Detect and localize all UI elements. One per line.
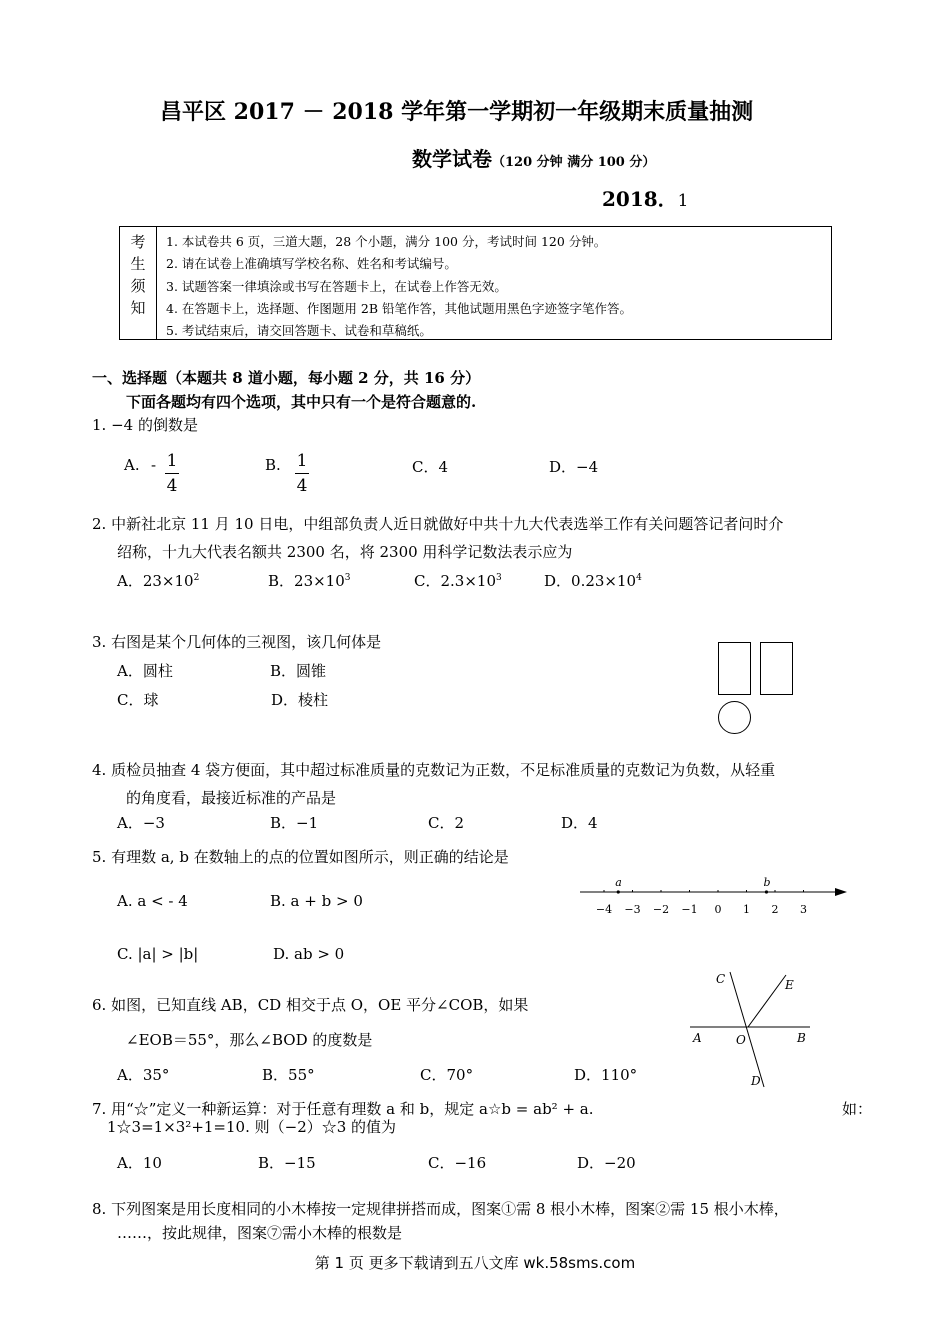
q6-option-c: C．70° (420, 1066, 474, 1084)
q1-stem: 1. −4 的倒数是 (92, 416, 198, 434)
q2-option-d (544, 570, 642, 591)
number-line-tick-label: 3 (800, 903, 807, 916)
q6-stem-line1: 6. 如图，已知直线 AB，CD 相交于点 O，OE 平分∠COB，如果 (92, 996, 529, 1014)
notice-label (120, 227, 157, 339)
q7-option-c: C．−16 (428, 1154, 487, 1172)
q4-option-d: D．4 (561, 814, 598, 832)
q1-option-a-fraction (162, 450, 182, 497)
notice-label-char: 考 (130, 233, 146, 251)
ray-oe (748, 975, 786, 1027)
section-instruction: 下面各题均有四个选项，其中只有一个是符合题意的. (126, 393, 477, 411)
q2-option-d-exponent: 4 (636, 573, 642, 583)
q3-option-d: D．棱柱 (271, 691, 329, 709)
side-view-rect (761, 643, 793, 695)
fraction-denominator: 4 (166, 476, 178, 496)
q2-option-c (414, 570, 502, 591)
q4-stem-line2: 的角度看，最接近标准的产品是 (126, 789, 337, 807)
q6-option-b: B．55° (262, 1066, 315, 1084)
front-view-rect (719, 643, 751, 695)
q3-option-c: C．球 (117, 691, 159, 709)
q5-option-c: C. |a| > |b| (117, 945, 199, 963)
q5-option-a: A. a < - 4 (117, 892, 188, 910)
candidate-notice-box (119, 226, 832, 340)
notice-item: 4. 在答题卡上，选择题、作图题用 2B 铅笔作答，其他试题用黑色字迹签字笔作答。 (166, 300, 632, 316)
q3-stem: 3. 右图是某个几何体的三视图，该几何体是 (92, 633, 382, 651)
fraction-bar (295, 473, 309, 474)
q2-option-a-base: A．23×10 (117, 572, 194, 590)
point-a-marker (617, 890, 620, 893)
q2-stem-line2: 绍称，十九大代表名额共 2300 名，将 2300 用科学记数法表示应为 (117, 543, 573, 561)
q7-stem-line2: 1☆3=1×3²+1=10. 则（−2）☆3 的值为 (107, 1118, 397, 1136)
fraction-bar (165, 473, 179, 474)
label-e: E (785, 978, 794, 992)
q5-stem: 5. 有理数 a, b 在数轴上的点的位置如图所示，则正确的结论是 (92, 848, 509, 866)
exam-title: 昌平区 2017 － 2018 学年第一学期初一年级期末质量抽测 (160, 99, 754, 125)
number-line-tick-label: 2 (771, 903, 779, 916)
q5-option-d: D. ab > 0 (273, 945, 345, 963)
number-line-tick-label: −1 (681, 903, 698, 916)
q7-option-b: B．−15 (258, 1154, 316, 1172)
number-line-arrow (835, 888, 847, 896)
q2-option-b (268, 570, 351, 591)
exam-date-year: 2018． (602, 187, 678, 211)
label-b: B (797, 1031, 806, 1045)
q2-option-d-base: D．0.23×10 (544, 572, 637, 590)
q3-option-a: A．圆柱 (117, 662, 173, 680)
q4-option-a: A．−3 (117, 814, 165, 832)
q6-option-d: D．110° (574, 1066, 638, 1084)
q6-option-a: A．35° (117, 1066, 170, 1084)
q1-option-a-label: A. (124, 456, 140, 474)
q1-option-b-label: B. (265, 456, 281, 474)
notice-label-char: 须 (130, 277, 146, 295)
q1-option-a-sign: - (151, 456, 157, 474)
number-line-tick-label: 1 (743, 903, 750, 916)
q5-number-line (575, 870, 855, 922)
q5-option-b: B. a + b > 0 (270, 892, 363, 910)
notice-item: 1. 本试卷共 6 页，三道大题，28 个小题，满分 100 分，考试时间 120 分钟。 (166, 234, 607, 249)
top-view-circle (719, 702, 751, 734)
point-a-label: a (615, 876, 622, 889)
exam-date (602, 183, 689, 212)
number-line-tick-label: −2 (652, 903, 670, 916)
number-line-tick-label: −4 (595, 903, 613, 916)
q2-option-a (117, 570, 199, 591)
q3-three-views-figure (710, 636, 802, 738)
label-c: C (716, 972, 726, 986)
notice-item: 2. 请在试卷上准确填写学校名称、姓名和考试编号。 (166, 256, 457, 272)
q6-stem-line2: ∠EOB＝55°，那么∠BOD 的度数是 (126, 1031, 373, 1049)
fraction-numerator: 1 (166, 451, 178, 471)
q8-stem-line2: ……，按此规律，图案⑦需小木棒的根数是 (117, 1224, 403, 1242)
q4-option-b: B．−1 (270, 814, 319, 832)
q2-option-b-exponent: 3 (344, 573, 351, 583)
q1-option-c: C．4 (412, 458, 449, 476)
notice-items (166, 231, 632, 342)
q1-option-d: D．−4 (549, 458, 599, 476)
q2-option-a-exponent: 2 (193, 573, 200, 583)
notice-item: 5. 考试结束后，请交回答题卡、试卷和草稿纸。 (166, 323, 432, 339)
label-a: A (693, 1031, 702, 1045)
q4-stem-line1: 4. 质检员抽查 4 袋方便面，其中超过标准质量的克数记为正数，不足标准质量的克数记为负数，从轻重 (92, 761, 776, 779)
q6-angle-figure (685, 960, 830, 1095)
q7-stem-line1-tail: 如： (842, 1100, 873, 1118)
exam-duration-score: （120 分钟 满分 100 分） (492, 155, 656, 170)
fraction-numerator: 1 (296, 451, 308, 471)
point-b-marker (765, 890, 768, 893)
q8-stem-line1: 8. 下列图案是用长度相同的小木棒按一定规律拼搭而成，图案①需 8 根小木棒，图案②需 15 根小木棒， (92, 1200, 789, 1218)
q2-option-c-base: C．2.3×10 (414, 572, 496, 590)
q2-option-b-base: B．23×10 (268, 572, 345, 590)
line-cd (730, 972, 764, 1087)
q7-option-d: D．−20 (577, 1154, 636, 1172)
notice-item: 3. 试题答案一律填涂或书写在答题卡上，在试卷上作答无效。 (166, 278, 507, 294)
exam-subject-line (412, 143, 655, 172)
q4-option-c: C．2 (428, 814, 465, 832)
point-b-label: b (763, 876, 771, 889)
notice-label-char: 知 (130, 299, 146, 317)
q3-option-b: B．圆锥 (270, 662, 327, 680)
number-line-tick-label: 0 (714, 903, 722, 916)
exam-subject: 数学试卷 (412, 147, 492, 171)
number-line-tick-label: −3 (624, 903, 641, 916)
section-heading: 一、选择题（本题共 8 道小题，每小题 2 分，共 16 分） (92, 369, 481, 387)
page-footer: 第 1 页 更多下载请到五八文库 wk.58sms.com (314, 1254, 636, 1272)
q7-option-a: A．10 (117, 1154, 162, 1172)
q1-option-b-fraction (292, 450, 312, 497)
q2-option-c-exponent: 3 (496, 573, 502, 583)
q7-stem-line1: 7. 用“☆”定义一种新运算：对于任意有理数 a 和 b，规定 a☆b = ab² + a. (92, 1100, 594, 1118)
q2-stem-line1: 2. 中新社北京 11 月 10 日电，中组部负责人近日就做好中共十九大代表选举工作有关问题答记者问时介 (92, 515, 784, 533)
notice-label-char: 生 (130, 255, 146, 273)
label-o: O (736, 1033, 746, 1047)
label-d: D (751, 1074, 761, 1088)
fraction-denominator: 4 (296, 476, 308, 496)
exam-date-month: 1 (677, 191, 689, 211)
